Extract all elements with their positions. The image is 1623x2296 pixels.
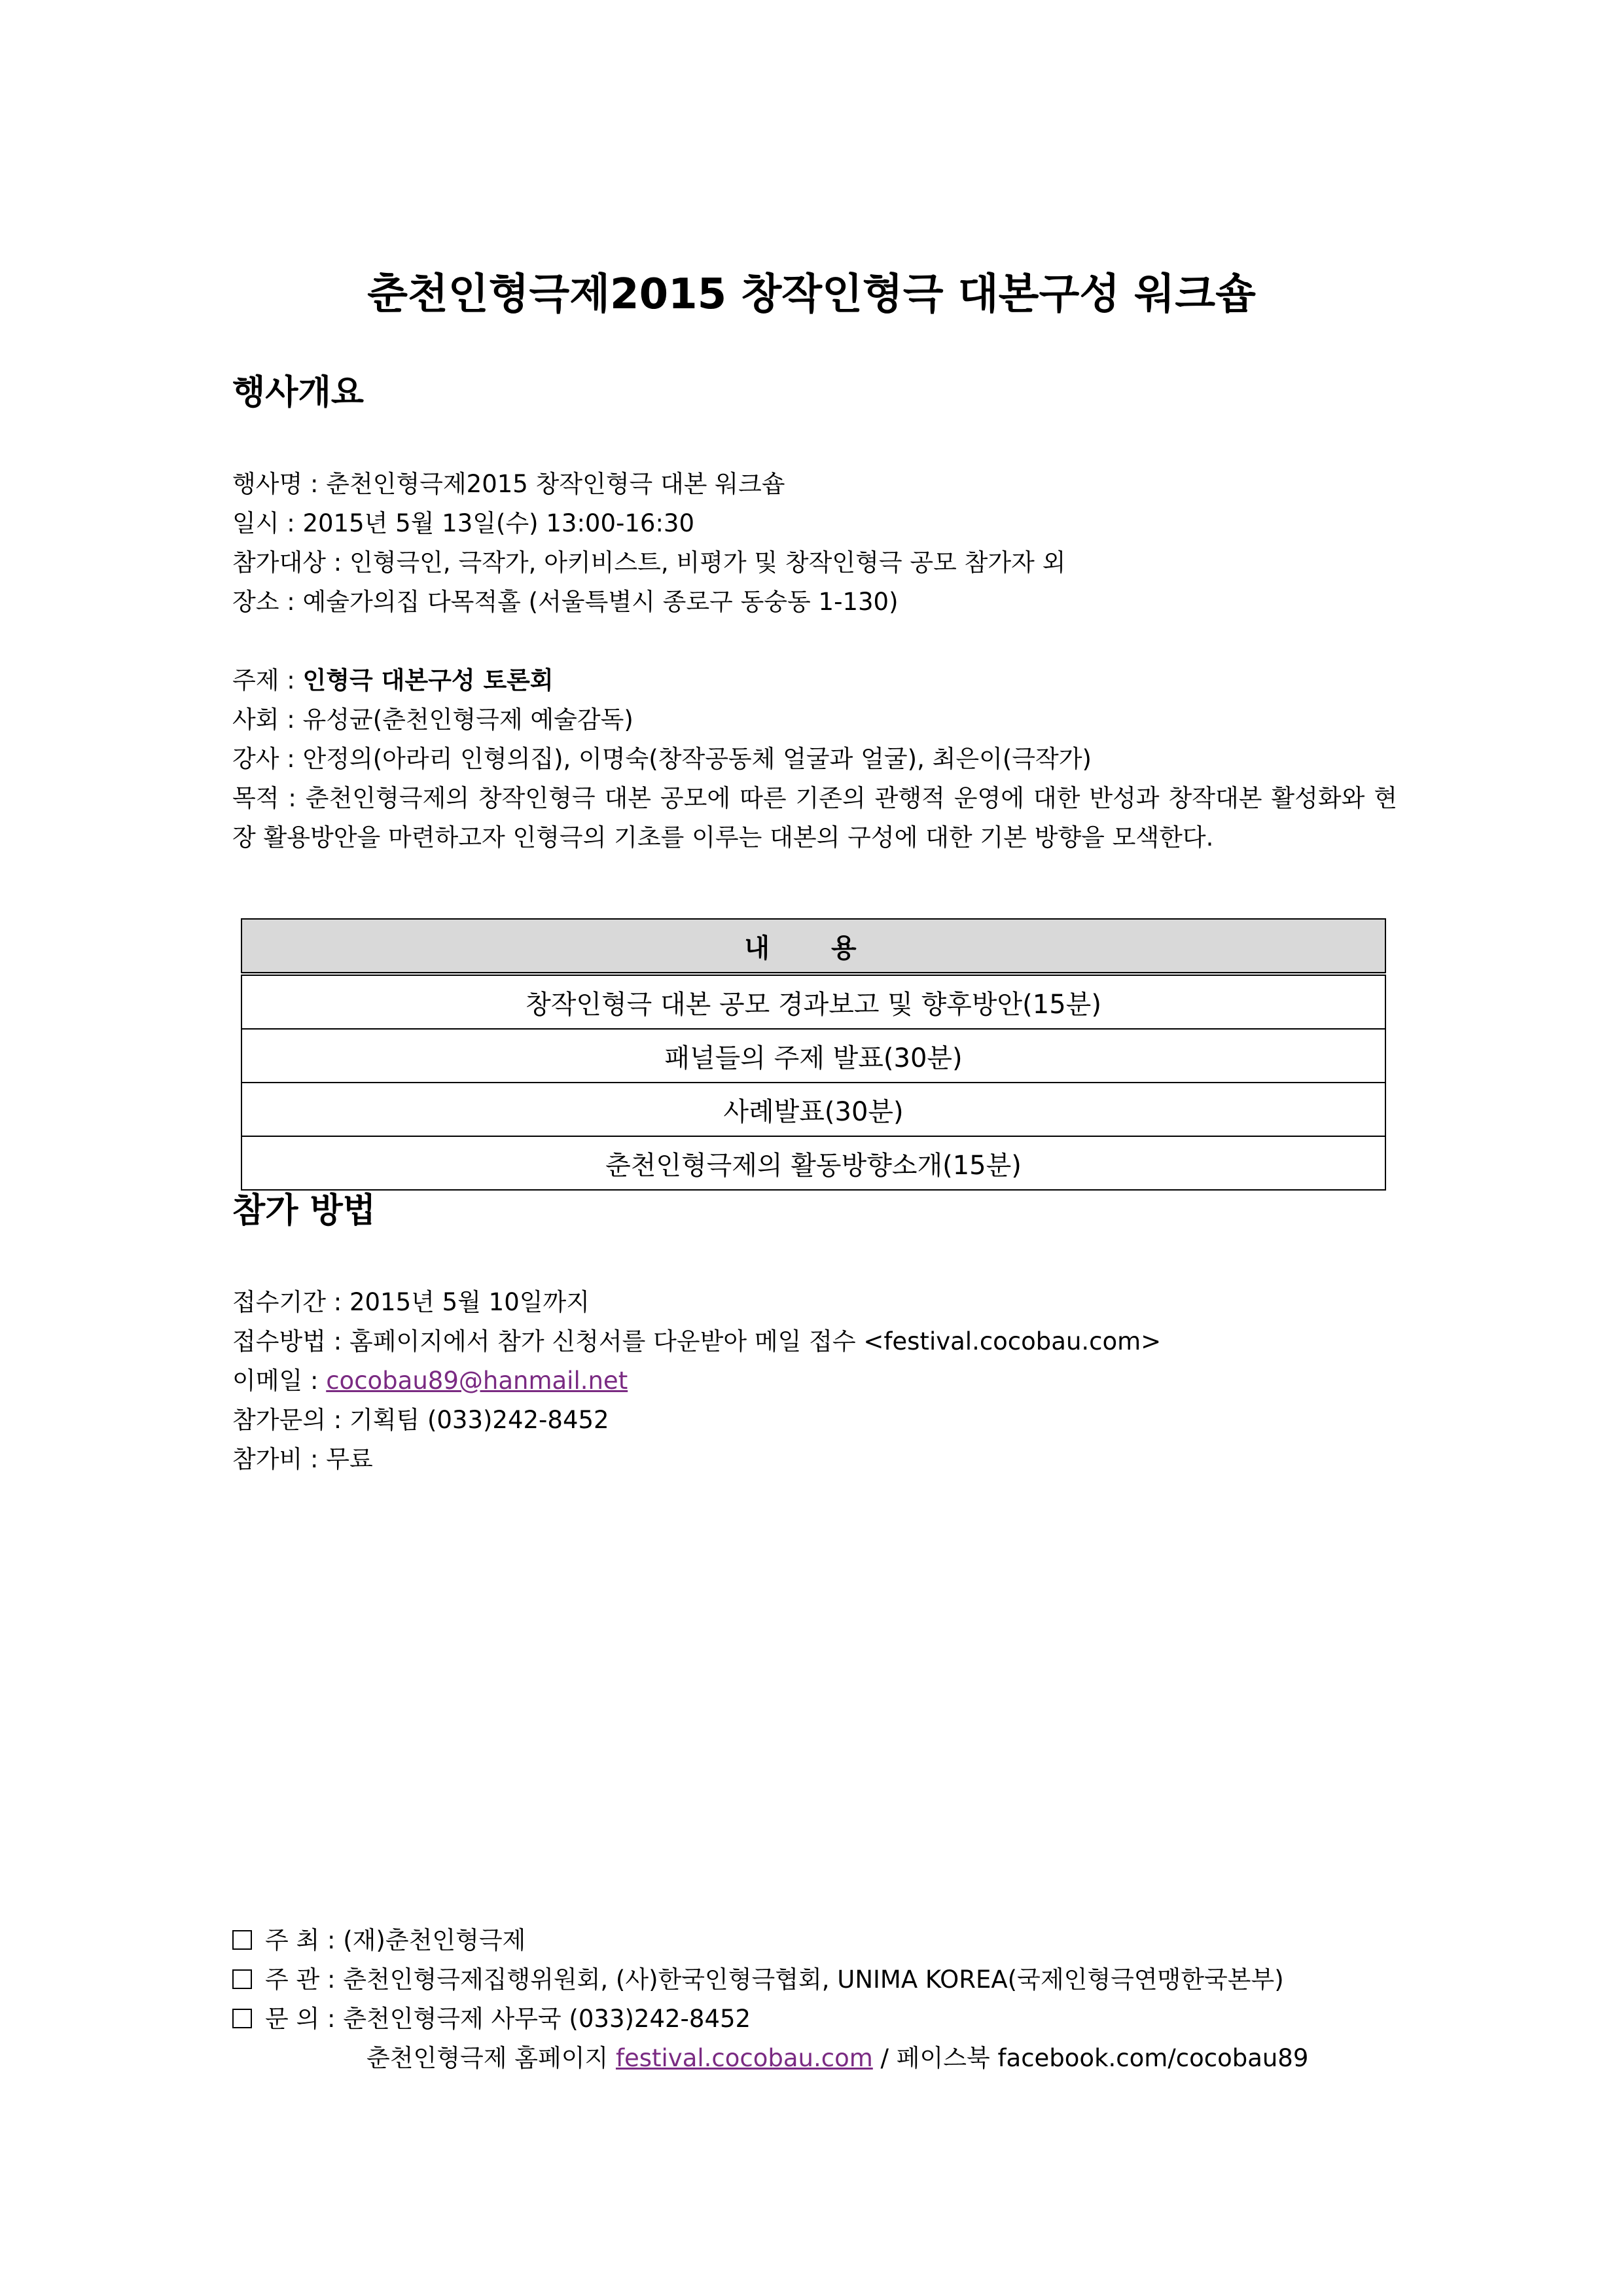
table-cell: 사례발표(30분) [241, 1083, 1385, 1136]
inquiry-line: 참가문의 : 기획팀 (033)242-8452 [232, 1406, 609, 1434]
table-cell: 춘천인형극제의 활동방향소개(15분) [241, 1136, 1385, 1190]
participation-heading: 참가 방법 [232, 1191, 376, 1230]
email-link[interactable]: cocobau89@hanmail.net [326, 1367, 628, 1395]
overview-heading: 행사개요 [232, 373, 364, 412]
details-section [232, 661, 1397, 857]
event-venue: 장소 : 예술가의집 다목적홀 (서울특별시 종로구 동숭동 1-130) [232, 588, 899, 616]
fee-line: 참가비 : 무료 [232, 1445, 373, 1473]
event-target: 참가대상 : 인형극인, 극작가, 아키비스트, 비평가 및 창작인형극 공모 참가자 외 [232, 548, 1066, 577]
event-topic [232, 661, 1397, 700]
event-host: 사회 : 유성균(춘천인형극제 예술감독) [232, 706, 633, 734]
topic-label: 주제 : [232, 666, 303, 694]
document-title: 춘천인형극제2015 창작인형극 대본구성 워크숍 [367, 270, 1256, 319]
homepage-line [232, 2039, 1308, 2078]
homepage-label: 춘천인형극제 홈페이지 [366, 2044, 616, 2072]
event-name: 행사명 : 춘천인형극제2015 창작인형극 대본 워크숍 [232, 470, 785, 498]
checkbox-icon [232, 1930, 252, 1950]
footer-section [232, 1921, 1308, 2078]
topic-value: 인형극 대본구성 토론회 [302, 666, 554, 694]
table-row [241, 1029, 1385, 1083]
checkbox-icon [232, 2009, 252, 2028]
contact-text: 문 의 : 춘천인형극제 사무국 (033)242-8452 [265, 2005, 751, 2033]
email-line [232, 1361, 1397, 1401]
table-row [241, 974, 1385, 1029]
organizer-text: 주 최 : (재)춘천인형극제 [265, 1926, 526, 1954]
email-label: 이메일 : [232, 1367, 327, 1395]
program-table [241, 918, 1386, 1191]
overview-section [232, 465, 1397, 622]
supervisor-line [232, 1960, 1308, 2000]
event-speakers: 강사 : 안정의(아라리 인형의집), 이명숙(창작공동체 얼굴과 얼굴), 최은이(극작가) [232, 745, 1092, 773]
organizer-line [232, 1921, 1308, 1960]
registration-method: 접수방법 : 홈페이지에서 참가 신청서를 다운받아 메일 접수 <festival.cocobau.com> [232, 1327, 1162, 1355]
supervisor-text: 주 관 : 춘천인형극제집행위원회, (사)한국인형극협회, UNIMA KOREA(국제인형극연맹한국본부) [265, 1965, 1284, 1994]
table-row [241, 1083, 1385, 1136]
facebook-text: / 페이스북 facebook.com/cocobau89 [872, 2044, 1309, 2072]
participation-section [232, 1283, 1397, 1479]
registration-period: 접수기간 : 2015년 5월 10일까지 [232, 1288, 590, 1316]
event-date: 일시 : 2015년 5월 13일(수) 13:00-16:30 [232, 509, 694, 537]
table-row [241, 1136, 1385, 1190]
event-purpose: 목적 : 춘천인형극제의 창작인형극 대본 공모에 따른 기존의 관행적 운영에 대한 반성과 창작대본 활성화와 현장 활용방안을 마련하고자 인형극의 기초를 이루는 대본의 구성에 대한 기본 방향을 모색한다. [232, 784, 1397, 852]
checkbox-icon [232, 1969, 252, 1989]
contact-line [232, 2000, 1308, 2039]
homepage-link[interactable]: festival.cocobau.com [615, 2044, 873, 2072]
table-cell: 창작인형극 대본 공모 경과보고 및 향후방안(15분) [241, 974, 1385, 1029]
program-table-header: 내 용 [241, 919, 1385, 974]
table-cell: 패널들의 주제 발표(30분) [241, 1029, 1385, 1083]
